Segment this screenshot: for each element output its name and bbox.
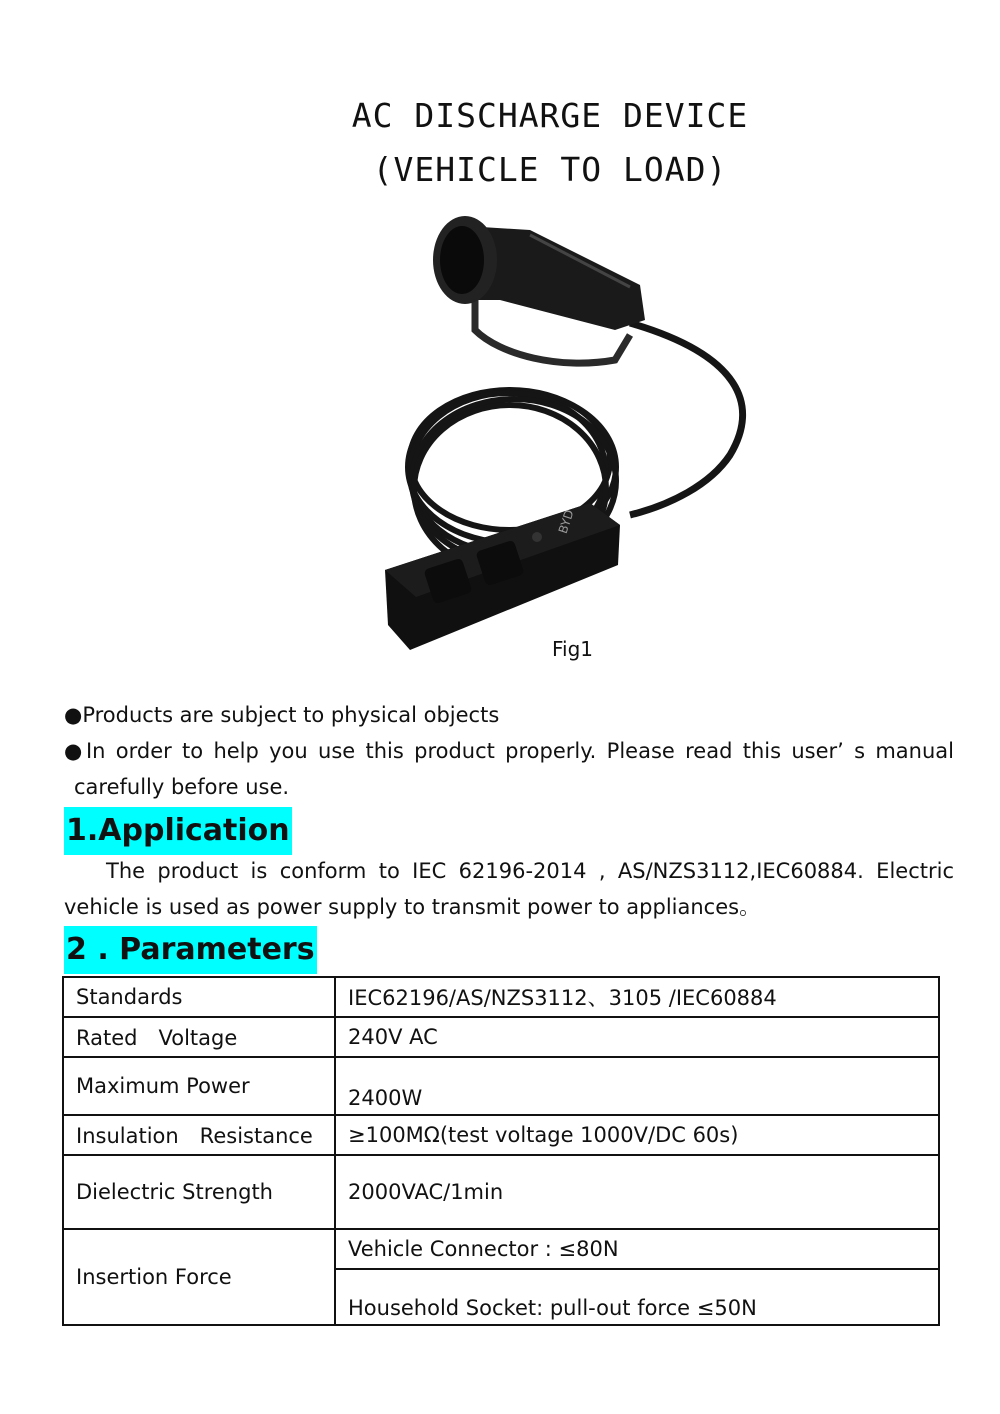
parameters-table — [62, 976, 940, 1326]
note-item-2-continued: carefully before use. — [74, 775, 290, 799]
section-heading-application: 1.Application — [64, 807, 292, 855]
param-label: Standards — [63, 977, 335, 1017]
table-row — [63, 1057, 939, 1115]
param-value: 240V AC — [335, 1017, 939, 1057]
cable — [630, 323, 743, 515]
param-value: Vehicle Connector : ≤80N — [335, 1229, 939, 1269]
bullet-icon: ● — [64, 703, 83, 727]
note-item-2: ●In order to help you use this product properly. Please read this user’ s manual — [64, 739, 954, 763]
device-logo: BYD — [555, 508, 577, 536]
product-image — [380, 205, 770, 655]
param-value: 2400W — [335, 1057, 939, 1115]
param-value: IEC62196/AS/NZS3112、3105 /IEC60884 — [335, 977, 939, 1017]
param-label: Insulation Resistance — [63, 1115, 335, 1155]
param-label: Dielectric Strength — [63, 1155, 335, 1229]
param-label: Maximum Power — [63, 1057, 335, 1115]
section-heading-parameters: 2 . Parameters — [64, 926, 317, 974]
param-value: ≥100MΩ(test voltage 1000V/DC 60s) — [335, 1115, 939, 1155]
table-row — [63, 1229, 939, 1269]
application-text-continued: vehicle is used as power supply to transmit power to appliances。 — [64, 895, 761, 919]
table-row — [63, 1115, 939, 1155]
param-label: Insertion Force — [63, 1229, 335, 1325]
param-value: 2000VAC/1min — [335, 1155, 939, 1229]
param-label: Rated Voltage — [63, 1017, 335, 1057]
document-subtitle: (VEHICLE TO LOAD) — [372, 150, 728, 189]
table-row — [63, 977, 939, 1017]
table-row — [63, 1155, 939, 1229]
note-item-1: ●Products are subject to physical objects — [64, 703, 500, 727]
document-title: AC DISCHARGE DEVICE — [351, 96, 749, 135]
table-row — [63, 1017, 939, 1057]
figure-caption: Fig1 — [552, 637, 594, 661]
application-text: The product is conform to IEC 62196-2014 , AS/NZS3112,IEC60884. Electric — [106, 859, 954, 883]
bullet-icon: ● — [64, 739, 86, 763]
vehicle-connector-plug — [433, 216, 645, 330]
param-value: Household Socket: pull-out force ≤50N — [335, 1269, 939, 1325]
